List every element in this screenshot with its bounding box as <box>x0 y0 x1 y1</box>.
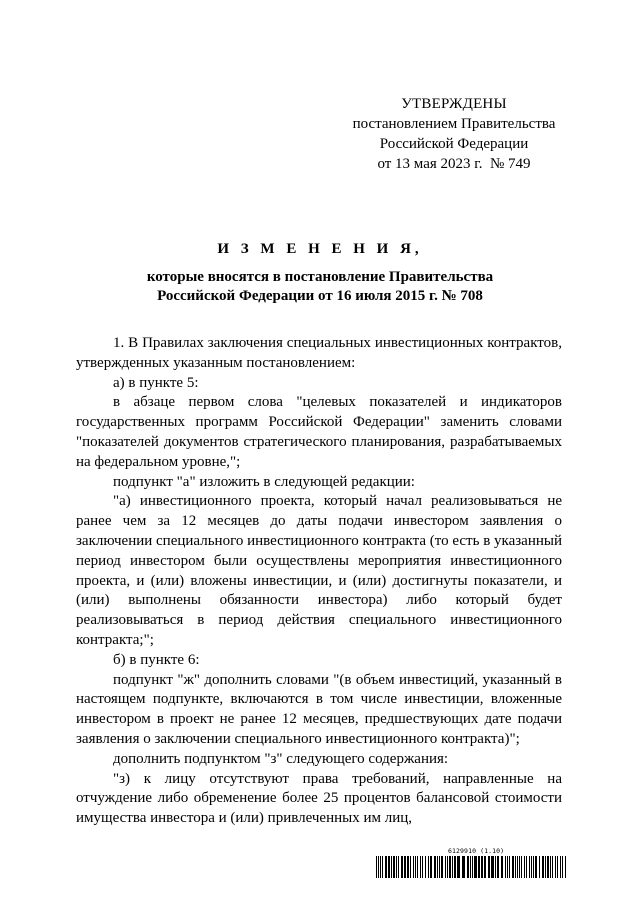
body-paragraph: подпункт "ж" дополнить словами "(в объем инвестиций, указанный в настоящем подпункте, включаются в том числе инвестиции, вложенные инвестором в проект не ранее 12 месяцев, предшествующих дате подачи заявления о заключении специального инвестиционного контракта)"; <box>76 671 562 747</box>
approval-block <box>338 94 570 174</box>
approval-date-number: от 13 мая 2023 г. № 749 <box>377 156 531 172</box>
body-paragraph: 1. В Правилах заключения специальных инвестиционных контрактов, утвержденных указанным постановлением: <box>76 335 562 371</box>
body-paragraph: подпункт "а" изложить в следующей редакции: <box>113 473 415 490</box>
body-paragraph: в абзаце первом слова "целевых показателей и индикаторов государственных программ Российской Федерации" заменить словами "показателей документов стратегического планирования, разрабатываемых на федеральном уровне,"; <box>76 394 562 470</box>
approval-stamp: УТВЕРЖДЕНЫ <box>401 96 507 112</box>
title-subtitle: Российской Федерации от 16 июля 2015 г. № 708 <box>157 288 483 304</box>
body-paragraph: б) в пункте 6: <box>113 651 200 668</box>
approval-line: Российской Федерации <box>379 136 529 152</box>
title-subtitle: которые вносятся в постановление Правительства <box>146 269 494 285</box>
approval-line: постановлением Правительства <box>352 116 556 132</box>
document-body <box>76 334 562 829</box>
body-paragraph: "а) инвестиционного проекта, который начал реализовываться не ранее чем за 12 месяцев до даты подачи инвестором заявления о заключении специального инвестиционного контракта (то есть в указанный период инвестором были осуществлены мероприятия инвестиционного проекта, и (или) вложены инвестиции, и (или) достигнуты показатели, и (или) выполнены обязанности инвестора) либо который будет реализовываться в период действия специального инвестиционного контракта;"; <box>76 493 562 648</box>
document-code: 6129910 (1.10) <box>448 847 505 855</box>
document-title <box>70 240 570 306</box>
title-main: И З М Е Н Е Н И Я, <box>217 241 423 257</box>
body-paragraph: а) в пункте 5: <box>113 374 199 391</box>
body-paragraph: "з) к лицу отсутствуют права требований, направленные на отчуждение либо обременение более 25 процентов балансовой стоимости имущества инвестора и (или) привлеченных им лиц, <box>76 770 562 827</box>
barcode-image <box>376 856 566 878</box>
body-paragraph: дополнить подпунктом "з" следующего содержания: <box>113 750 449 767</box>
